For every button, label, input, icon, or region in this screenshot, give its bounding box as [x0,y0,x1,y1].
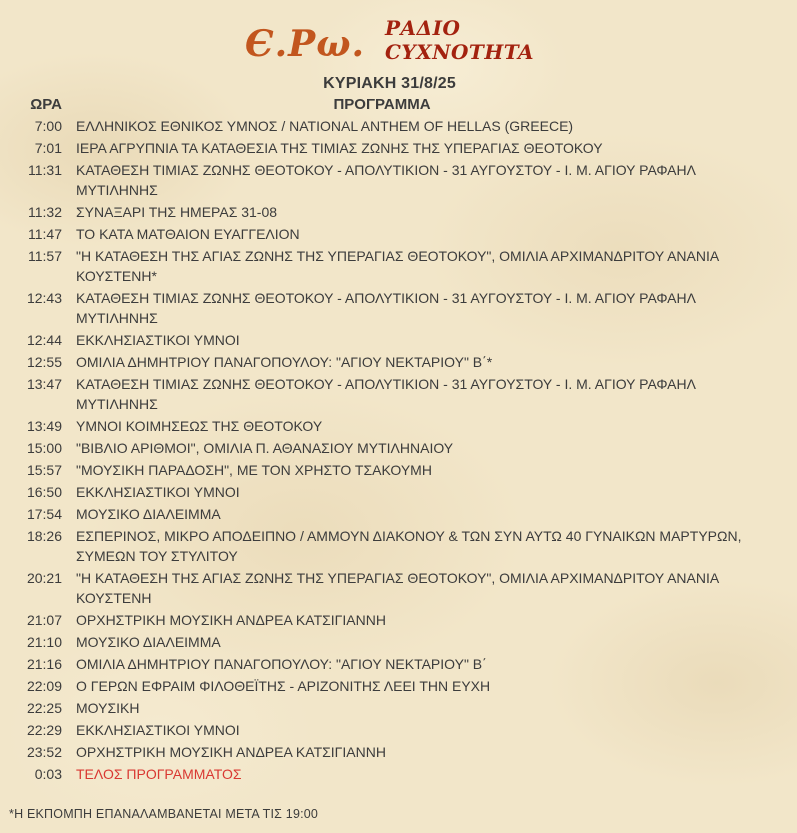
table-row [0,526,779,566]
table-row [0,416,779,436]
row-title: "ΜΟΥΣΙΚΗ ΠΑΡΑΔΟΣΗ", ΜΕ ΤΟΝ ΧΡΗΣΤΟ ΤΣΑΚΟΥΜΗ [76,462,432,478]
row-title: ΜΟΥΣΙΚΟ ΔΙΑΛΕΙΜΜΑ [76,634,221,650]
row-title: ΟΜΙΛΙΑ ΔΗΜΗΤΡΙΟΥ ΠΑΝΑΓΟΠΟΥΛΟΥ: "ΑΓΙΟΥ ΝΕΚΤΑΡΙΟΥ" Β΄ [76,656,487,672]
table-row [0,288,779,328]
table-row [0,632,779,652]
row-title: ΟΜΙΛΙΑ ΔΗΜΗΤΡΙΟΥ ΠΑΝΑΓΟΠΟΥΛΟΥ: "ΑΓΙΟΥ ΝΕΚΤΑΡΙΟΥ" Β΄* [76,354,493,370]
table-row [0,330,779,350]
row-title: ΤΕΛΟΣ ΠΡΟΓΡΑΜΜΑΤΟΣ [76,766,242,782]
table-row [0,720,779,740]
table-row [0,352,779,372]
row-time: 22:29 [26,722,62,738]
table-row [0,460,779,480]
columns-header [0,96,779,113]
row-time: 12:55 [26,354,62,370]
row-time: 22:25 [26,700,62,716]
table-row [0,568,779,608]
row-time: 0:03 [34,766,62,782]
row-time: 13:47 [26,376,62,392]
row-time: 7:01 [34,140,62,156]
table-row [0,224,779,244]
row-title: ΚΑΤΑΘΕΣΗ ΤΙΜΙΑΣ ΖΩΝΗΣ ΘΕΟΤΟΚΟΥ - ΑΠΟΛΥΤΙΚΙΟΝ - 31 ΑΥΓΟΥΣΤΟΥ - Ι. Μ. ΑΓΙΟΥ ΡΑΦΑΗΛ ΜΥΤΙΛΗΝΗΣ [76,290,696,326]
row-title: ΕΚΚΛΗΣΙΑΣΤΙΚΟΙ ΥΜΝΟΙ [76,722,240,738]
row-time: 17:54 [26,506,62,522]
row-time: 21:10 [26,634,62,650]
table-row [0,438,779,458]
row-title: ΚΑΤΑΘΕΣΗ ΤΙΜΙΑΣ ΖΩΝΗΣ ΘΕΟΤΟΚΟΥ - ΑΠΟΛΥΤΙΚΙΟΝ - 31 ΑΥΓΟΥΣΤΟΥ - Ι. Μ. ΑΓΙΟΥ ΡΑΦΑΗΛ ΜΥΤΙΛΗΝΗΣ [76,162,696,198]
row-title: ΣΥΝΑΞΑΡΙ ΤΗΣ ΗΜΕΡΑΣ 31-08 [76,204,278,220]
ero-logo: Є.Ρω. [244,23,366,65]
row-time: 11:31 [28,162,62,178]
row-time: 21:07 [26,612,62,628]
row-title: ΥΜΝΟΙ ΚΟΙΜΗΣΕΩΣ ΤΗΣ ΘΕΟΤΟΚΟΥ [76,418,323,434]
row-title: Ο ΓΕΡΩΝ ΕΦΡΑΙΜ ΦΙΛΟΘΕΪΤΗΣ - ΑΡΙΖΟΝΙΤΗΣ ΛΕΕΙ ΤΗΝ ΕΥΧΗ [76,678,491,694]
table-row [0,610,779,630]
row-time: 11:32 [28,204,62,220]
row-time: 18:26 [26,528,62,544]
table-row [0,504,779,524]
table-row [0,482,779,502]
row-title: ΙΕΡΑ ΑΓΡΥΠΝΙΑ ΤΑ ΚΑΤΑΘΕΣΙΑ ΤΗΣ ΤΙΜΙΑΣ ΖΩΝΗΣ ΤΗΣ ΥΠΕΡΑΓΙΑΣ ΘΕΟΤΟΚΟΥ [76,140,603,156]
table-row [0,138,779,158]
row-title: "ΒΙΒΛΙΟ ΑΡΙΘΜΟΙ", ΟΜΙΛΙΑ Π. ΑΘΑΝΑΣΙΟΥ ΜΥΤΙΛΗΝΑΙΟΥ [76,440,454,456]
row-time: 22:09 [26,678,62,694]
row-time: 7:00 [34,118,62,134]
table-row [0,764,779,784]
station-name-line2: CYXNOTHTA [385,40,535,64]
table-row [0,246,779,286]
station-name-line1: ΡΑΔΙΟ [385,16,461,40]
table-row [0,160,779,200]
row-time: 13:49 [26,418,62,434]
row-time: 12:44 [26,332,62,348]
row-title: ΜΟΥΣΙΚΗ [76,700,140,716]
row-title: ΤΟ ΚΑΤΑ ΜΑΤΘΑΙΟΝ ΕΥΑΓΓΕΛΙΟΝ [76,226,300,242]
row-time: 11:47 [28,226,62,242]
table-row [0,698,779,718]
row-time: 11:57 [28,248,62,264]
table-row [0,116,779,136]
row-title: ΕΛΛΗΝΙΚΟΣ ΕΘΝΙΚΟΣ ΥΜΝΟΣ / NATIONAL ANTHEM OF HELLAS (GREECE) [76,118,574,134]
row-time: 20:21 [26,570,62,586]
repeat-note: *Η ΕΚΠΟΜΠΗ ΕΠΑΝΑΛΑΜΒΑΝΕΤΑΙ ΜΕΤΑ ΤΙΣ 19:00 [9,807,319,821]
row-time: 21:16 [26,656,62,672]
column-header-program: ΠΡΟΓΡΑΜΜΑ [333,96,431,113]
row-time: 23:52 [26,744,62,760]
row-title: ΜΟΥΣΙΚΟ ΔΙΑΛΕΙΜΜΑ [76,506,221,522]
date-heading: ΚΥΡΙΑΚΗ 31/8/25 [323,75,456,92]
row-time: 16:50 [26,484,62,500]
row-title: ΟΡΧΗΣΤΡΙΚΗ ΜΟΥΣΙΚΗ ΑΝΔΡΕΑ ΚΑΤΣΙΓΙΑΝΝΗ [76,612,386,628]
station-name [385,16,534,64]
row-title: ΕΣΠΕΡΙΝΟΣ, ΜΙΚΡΟ ΑΠΟΔΕΙΠΝΟ / ΑΜΜΟΥΝ ΔΙΑΚΟΝΟΥ & ΤΩΝ ΣΥΝ ΑΥΤΩ 40 ΓΥΝΑΙΚΩΝ ΜΑΡΤΥΡΩΝ, ΣΥΜΕΩΝ ΤΟΥ ΣΤΥΛΙΤΟΥ [76,528,742,564]
row-time: 15:57 [26,462,62,478]
row-title: "Η ΚΑΤΑΘΕΣΗ ΤΗΣ ΑΓΙΑΣ ΖΩΝΗΣ ΤΗΣ ΥΠΕΡΑΓΙΑΣ ΘΕΟΤΟΚΟΥ", ΟΜΙΛΙΑ ΑΡΧΙΜΑΝΔΡΙΤΟΥ ΑΝΑΝΙΑ ΚΟΥΣΤΕΝΗ* [76,248,719,284]
header [0,10,779,70]
table-row [0,654,779,674]
schedule-list [0,116,779,784]
row-time: 15:00 [26,440,62,456]
table-row [0,374,779,414]
table-row [0,742,779,762]
row-title: ΚΑΤΑΘΕΣΗ ΤΙΜΙΑΣ ΖΩΝΗΣ ΘΕΟΤΟΚΟΥ - ΑΠΟΛΥΤΙΚΙΟΝ - 31 ΑΥΓΟΥΣΤΟΥ - Ι. Μ. ΑΓΙΟΥ ΡΑΦΑΗΛ ΜΥΤΙΛΗΝΗΣ [76,376,696,412]
table-row [0,676,779,696]
row-time: 12:43 [26,290,62,306]
row-title: ΕΚΚΛΗΣΙΑΣΤΙΚΟΙ ΥΜΝΟΙ [76,332,240,348]
column-header-time: ΩΡΑ [30,96,62,113]
row-title: "Η ΚΑΤΑΘΕΣΗ ΤΗΣ ΑΓΙΑΣ ΖΩΝΗΣ ΤΗΣ ΥΠΕΡΑΓΙΑΣ ΘΕΟΤΟΚΟΥ", ΟΜΙΛΙΑ ΑΡΧΙΜΑΝΔΡΙΤΟΥ ΑΝΑΝΙΑ ΚΟΥΣΤΕΝΗ [76,570,719,606]
row-title: ΕΚΚΛΗΣΙΑΣΤΙΚΟΙ ΥΜΝΟΙ [76,484,240,500]
row-title: ΟΡΧΗΣΤΡΙΚΗ ΜΟΥΣΙΚΗ ΑΝΔΡΕΑ ΚΑΤΣΙΓΙΑΝΝΗ [76,744,386,760]
table-row [0,202,779,222]
